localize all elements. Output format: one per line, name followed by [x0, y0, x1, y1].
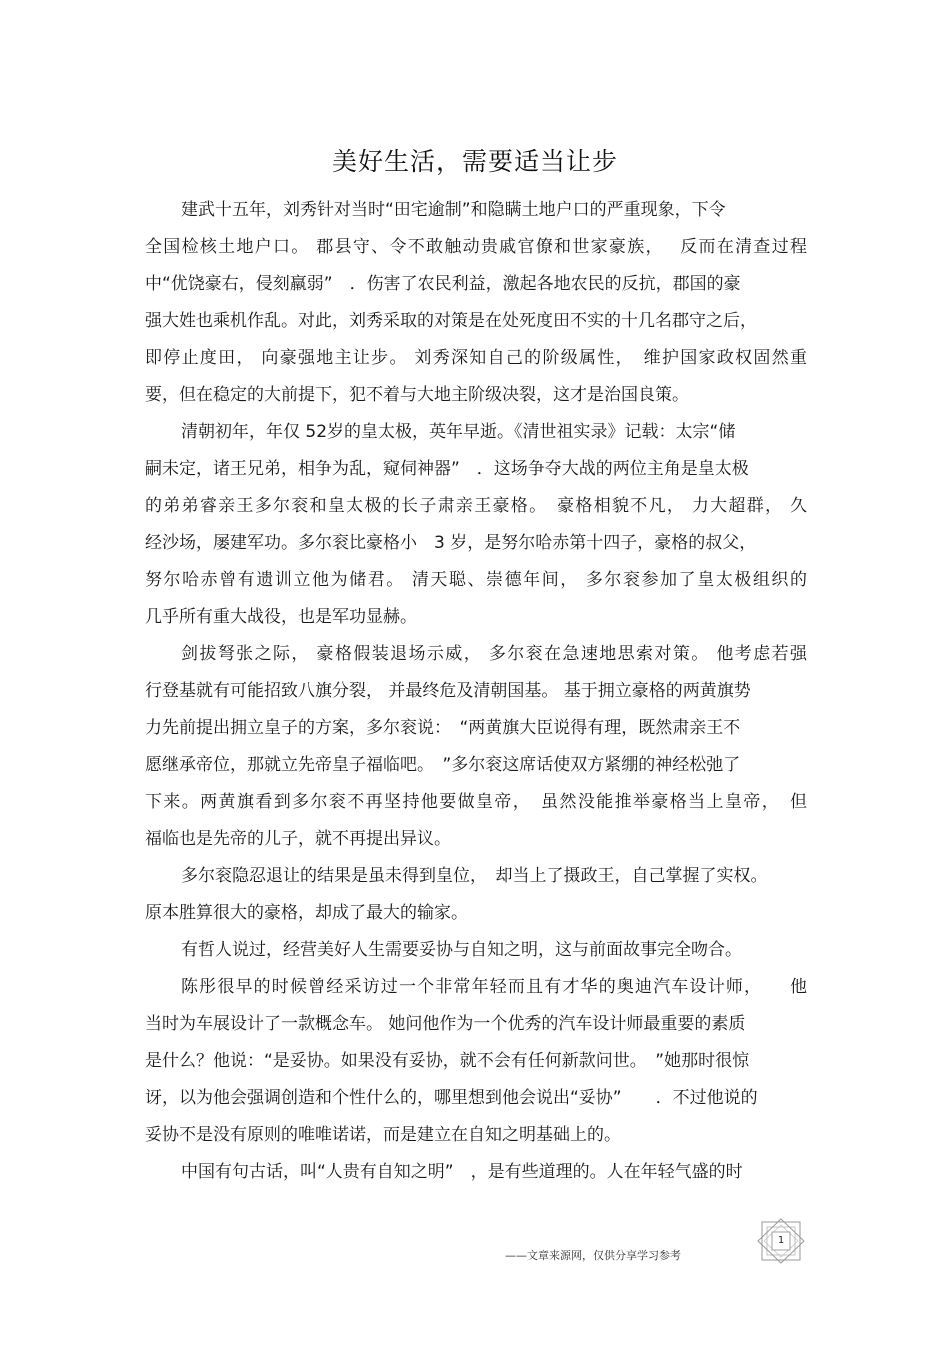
text-line: 嗣未定，诸王兄弟，相争为乱，窥伺神器” ．这场争夺大战的两位主角是皇太极	[145, 459, 749, 479]
text-line: 努尔哈赤曾有遗训立他为储君。 清天聪、崇德年间， 多尔衮参加了皇太极组织的	[145, 570, 807, 590]
text-line: 剑拔弩张之际， 豪格假装退场示威， 多尔衮在急速地思索对策。 他考虑若强	[181, 644, 807, 664]
text-line: 的弟弟睿亲王多尔衮和皇太极的长子肃亲王豪格。 豪格相貌不凡， 力大超群， 久	[145, 496, 807, 516]
text-line: 有哲人说过，经营美好人生需要妥协与自知之明，这与前面故事完全吻合。	[181, 940, 742, 960]
text-line: 即停止度田， 向豪强地主让步。 刘秀深知自己的阶级属性， 维护国家政权固然重	[145, 348, 807, 368]
text-line: 力先前提出拥立皇子的方案，多尔衮说： “两黄旗大臣说得有理，既然肃亲王不	[145, 718, 741, 738]
text-line: 全国检核土地户口。 郡县守、令不敢触动贵戚官僚和世家豪族， 反而在清查过程	[145, 237, 807, 257]
text-line: 原本胜算很大的豪格，却成了最大的输家。	[145, 903, 468, 923]
text-line: 下来。两黄旗看到多尔衮不再坚持他要做皇帝， 虽然没能推举豪格当上皇帝， 但	[145, 792, 807, 812]
text-line: 陈彤很早的时候曾经采访过一个非常年轻而且有才华的奥迪汽车设计师， 他	[181, 977, 807, 997]
text-line: 要，但在稳定的大前提下，犯不着与大地主阶级决裂，这才是治国良策。	[145, 385, 689, 405]
page-number: 1	[777, 1235, 785, 1246]
text-line: 愿继承帝位，那就立先帝皇子福临吧。 ”多尔衮这席话使双方紧绷的神经松弛了	[145, 755, 741, 775]
text-line: 经沙场，屡建军功。多尔衮比豪格小 3 岁，是努尔哈赤第十四子，豪格的叔父，	[145, 533, 757, 553]
text-line: 建武十五年，刘秀针对当时“田宅逾制”和隐瞒土地户口的严重现象，下令	[181, 200, 726, 220]
page-number-badge	[756, 1218, 806, 1264]
text-line: 多尔衮隐忍退让的结果是虽未得到皇位， 却当上了摄政王，自己掌握了实权。	[181, 866, 768, 886]
text-line: 中国有句古话，叫“人贵有自知之明” ，是有些道理的。人在年轻气盛的时	[181, 1162, 743, 1182]
text-line: 妥协不是没有原则的唯唯诺诺，而是建立在自知之明基础上的。	[145, 1125, 621, 1145]
text-line: 福临也是先帝的儿子，就不再提出异议。	[145, 829, 451, 849]
text-line: 行登基就有可能招致八旗分裂， 并最终危及清朝国基。 基于拥立豪格的两黄旗势	[145, 681, 751, 701]
text-line: 中“优饶豪右，侵刻羸弱” ．伤害了农民利益，激起各地农民的反抗，郡国的豪	[145, 274, 741, 294]
text-line: 讶，以为他会强调创造和个性什么的，哪里想到他会说出“妥协” ．不过他说的	[145, 1088, 758, 1108]
source-note: ——文章来源网，仅供分享学习参考	[505, 1249, 681, 1262]
text-line: 强大姓也乘机作乱。对此，刘秀采取的对策是在处死度田不实的十几名郡守之后，	[145, 311, 757, 331]
text-line: 几乎所有重大战役，也是军功显赫。	[145, 607, 417, 627]
text-line: 清朝初年，年仅 52岁的皇太极，英年早逝。《清世祖实录》记载：太宗“储	[181, 422, 736, 442]
article-title: 美好生活，需要适当让步	[331, 147, 618, 176]
text-line: 是什么？他说：“是妥协。如果没有妥协，就不会有任何新款问世。 ”她那时很惊	[145, 1051, 750, 1071]
article-body	[145, 196, 807, 1195]
text-line: 当时为车展设计了一款概念车。 她问他作为一个优秀的汽车设计师最重要的素质	[145, 1014, 746, 1034]
